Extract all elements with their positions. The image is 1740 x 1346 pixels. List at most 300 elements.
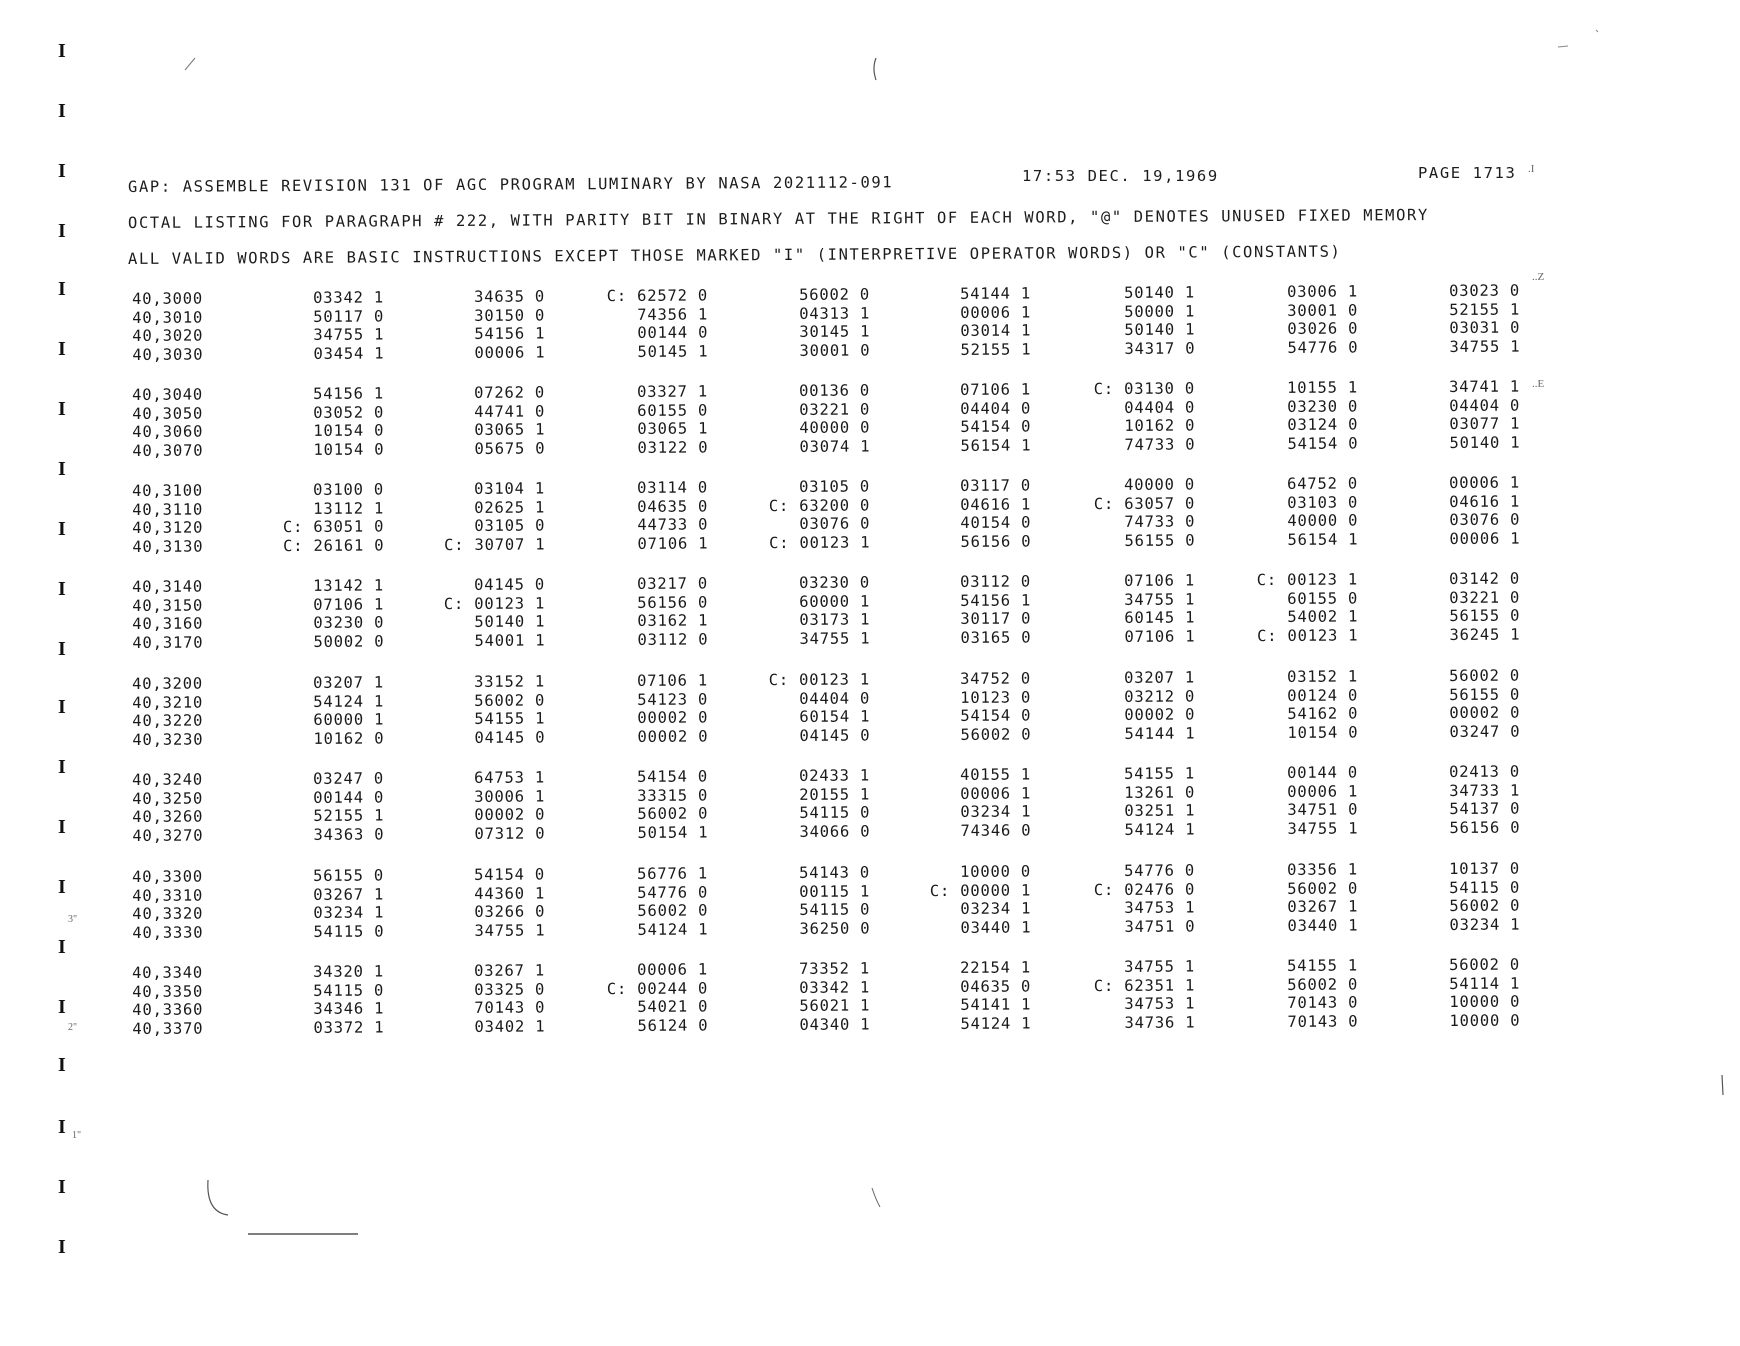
octal-word-cell: 54776 0 xyxy=(637,882,709,902)
sprocket-hole-mark: I xyxy=(58,936,66,958)
octal-word-cell: 00002 0 xyxy=(1124,705,1196,724)
octal-word-cell: C: 02476 0 xyxy=(1093,879,1196,899)
octal-word-cell: 34635 0 xyxy=(474,287,546,306)
octal-word-cell: 54123 0 xyxy=(637,689,709,709)
octal-word-cell: 33152 1 xyxy=(474,672,546,691)
octal-word-cell: 00006 1 xyxy=(960,302,1032,322)
octal-word-cell: 00006 1 xyxy=(637,960,709,979)
listing-block xyxy=(0,472,1740,557)
octal-word-cell: 02625 1 xyxy=(474,497,546,517)
octal-word-cell: 70143 0 xyxy=(1287,1011,1359,1031)
octal-word-cell: 10137 0 xyxy=(1449,859,1521,878)
octal-word-cell: 56002 0 xyxy=(637,804,709,823)
octal-word-cell: 34741 1 xyxy=(1449,377,1521,396)
octal-word-cell: 54154 0 xyxy=(960,417,1032,436)
octal-word-cell: 30001 0 xyxy=(799,340,871,360)
octal-word-cell: 56156 0 xyxy=(1449,818,1521,837)
sprocket-hole-mark: I xyxy=(58,518,66,540)
octal-word-cell: 44360 1 xyxy=(474,883,546,903)
octal-word-cell: 44733 0 xyxy=(637,515,709,534)
octal-word-cell: 03173 1 xyxy=(799,610,871,629)
octal-word-cell: 30150 0 xyxy=(474,305,546,325)
octal-word-cell: 54137 0 xyxy=(1449,799,1521,818)
octal-word-cell: C: 62572 0 xyxy=(606,286,709,306)
octal-word-cell: 50140 1 xyxy=(1124,283,1196,302)
octal-word-cell: 54002 1 xyxy=(1287,607,1359,626)
address-cell: 40,3340 xyxy=(131,963,204,982)
octal-word-cell: 54154 0 xyxy=(960,706,1032,725)
address-cell: 40,3300 xyxy=(131,867,204,886)
octal-word-cell: 03327 1 xyxy=(637,382,709,401)
octal-word-cell: 60145 1 xyxy=(1124,608,1196,627)
header-octal-listing-line: OCTAL LISTING FOR PARAGRAPH # 222, WITH PARITY BIT IN BINARY AT THE RIGHT OF EACH WORD, "@" DENOTES UNUSED FIXED MEMORY xyxy=(127,206,1429,232)
octal-word-cell: 03124 0 xyxy=(1287,415,1359,434)
address-cell: 40,3250 xyxy=(132,789,204,808)
octal-word-cell: 00002 0 xyxy=(474,805,546,824)
sprocket-hole-mark: I xyxy=(58,756,66,778)
octal-word-cell: 34320 1 xyxy=(313,962,385,981)
right-margin-mark: .I xyxy=(1528,163,1535,175)
listing-block xyxy=(0,376,1740,461)
octal-word-cell: 03266 0 xyxy=(474,902,546,921)
left-margin-mark: 3" xyxy=(68,914,78,925)
address-cell: 40,3320 xyxy=(132,904,204,923)
octal-word-cell: 40000 0 xyxy=(1287,511,1359,530)
octal-word-cell: 03267 1 xyxy=(1287,897,1359,916)
listing-block xyxy=(0,954,1740,1039)
octal-word-cell: 00144 0 xyxy=(637,323,709,342)
octal-word-cell: 34733 1 xyxy=(1449,781,1521,800)
octal-word-cell: 04616 1 xyxy=(1449,492,1521,511)
octal-word-cell: 56021 1 xyxy=(799,996,871,1015)
octal-word-cell: 00006 1 xyxy=(1449,529,1521,548)
octal-word-cell: 34755 1 xyxy=(799,628,871,648)
octal-word-cell: C: 26161 0 xyxy=(283,535,385,555)
octal-word-cell: 50145 1 xyxy=(637,341,709,361)
octal-word-cell: 03142 0 xyxy=(1449,569,1521,588)
address-cell: 40,3000 xyxy=(131,289,204,308)
octal-word-cell: 54124 1 xyxy=(960,1013,1032,1033)
octal-word-cell: 50117 0 xyxy=(313,306,385,326)
octal-word-cell: 34736 1 xyxy=(1124,1012,1196,1032)
octal-word-cell: 54143 0 xyxy=(799,863,871,882)
octal-word-cell: 30006 1 xyxy=(474,786,546,806)
octal-word-cell: 36245 1 xyxy=(1449,625,1521,644)
address-cell: 40,3040 xyxy=(131,385,204,404)
pencil-stroke xyxy=(208,1180,228,1215)
octal-word-cell: 34755 1 xyxy=(313,325,385,344)
listing-block xyxy=(0,280,1740,365)
octal-word-cell: 60000 1 xyxy=(799,591,871,611)
octal-word-cell: 04340 1 xyxy=(799,1014,871,1034)
address-cell: 40,3240 xyxy=(131,770,204,789)
octal-word-cell: 56155 0 xyxy=(1449,685,1521,704)
header-valid-words-line: ALL VALID WORDS ARE BASIC INSTRUCTIONS EXCEPT THOSE MARKED "I" (INTERPRETIVE OPERATOR WORDS) OR "C" (CONSTANTS) xyxy=(127,242,1342,268)
octal-word-cell: 03052 0 xyxy=(313,402,385,422)
octal-word-cell: 03440 1 xyxy=(960,917,1032,937)
octal-word-cell: 03234 1 xyxy=(1449,915,1521,934)
octal-word-cell: 74356 1 xyxy=(637,304,709,324)
octal-word-cell: 50140 1 xyxy=(1124,320,1196,339)
octal-word-cell: 34755 1 xyxy=(1124,589,1196,609)
octal-word-cell: 34755 1 xyxy=(1287,818,1359,838)
octal-word-cell: 07262 0 xyxy=(474,383,546,402)
octal-word-cell: 54776 0 xyxy=(1287,337,1359,357)
sprocket-hole-mark: I xyxy=(58,278,66,300)
octal-word-cell: 54115 0 xyxy=(799,803,871,822)
octal-word-cell: 03117 0 xyxy=(960,476,1032,495)
octal-word-cell: 04404 0 xyxy=(1124,397,1196,417)
sprocket-hole-mark: I xyxy=(58,40,66,62)
pencil-stroke xyxy=(1558,30,1598,47)
octal-word-cell: 03103 0 xyxy=(1287,492,1359,512)
octal-word-cell: C: 63051 0 xyxy=(282,517,385,537)
octal-word-cell: 64753 1 xyxy=(474,768,546,787)
octal-word-cell: 74346 0 xyxy=(960,820,1032,840)
address-cell: 40,3350 xyxy=(132,982,204,1001)
octal-word-cell: 03454 1 xyxy=(313,343,385,363)
octal-word-cell: C: 00123 1 xyxy=(1256,625,1359,645)
octal-word-cell: 60155 0 xyxy=(637,400,709,420)
sprocket-hole-mark: I xyxy=(58,458,66,480)
octal-word-cell: 10155 1 xyxy=(1287,378,1359,397)
octal-word-cell: 54144 1 xyxy=(1124,723,1196,743)
octal-word-cell: 60154 1 xyxy=(799,707,871,726)
octal-word-cell: 03342 1 xyxy=(313,288,385,307)
octal-word-cell: 00002 0 xyxy=(1449,703,1521,722)
octal-word-cell: C: 00123 1 xyxy=(1256,570,1359,590)
octal-word-cell: 04145 0 xyxy=(474,727,546,747)
octal-word-cell: 03230 0 xyxy=(313,613,385,632)
octal-word-cell: 36250 0 xyxy=(799,918,871,938)
address-cell: 40,3210 xyxy=(132,693,204,712)
octal-word-cell: 03105 0 xyxy=(474,516,546,535)
left-margin-mark: 1" xyxy=(72,1130,82,1141)
octal-word-cell: 13261 0 xyxy=(1124,782,1196,802)
address-cell: 40,3310 xyxy=(132,886,204,905)
octal-word-cell: 03074 1 xyxy=(799,436,871,456)
octal-word-cell: 00002 0 xyxy=(637,708,709,727)
octal-word-cell: 56002 0 xyxy=(1287,878,1359,898)
octal-word-cell: 10154 0 xyxy=(313,439,385,459)
octal-word-cell: 02433 1 xyxy=(799,766,871,785)
octal-word-cell: 03402 1 xyxy=(474,1016,546,1036)
octal-word-cell: 64752 0 xyxy=(1287,474,1359,493)
octal-word-cell: 54154 0 xyxy=(474,865,546,884)
octal-word-cell: 56002 0 xyxy=(1449,955,1521,974)
octal-word-cell: 04635 0 xyxy=(637,496,709,516)
octal-word-cell: 03356 1 xyxy=(1287,860,1359,879)
octal-word-cell: 34317 0 xyxy=(1124,338,1196,358)
octal-word-cell: 07312 0 xyxy=(474,823,546,843)
octal-word-cell: 00006 1 xyxy=(1449,473,1521,492)
octal-word-cell: 34755 1 xyxy=(1449,337,1521,356)
octal-word-cell: 03440 1 xyxy=(1287,915,1359,935)
octal-word-cell: 20155 1 xyxy=(799,784,871,804)
octal-word-cell: 10000 0 xyxy=(1449,1011,1521,1030)
octal-word-cell: 03234 1 xyxy=(960,802,1032,821)
octal-word-cell: 60000 1 xyxy=(313,710,385,729)
address-cell: 40,3170 xyxy=(132,633,204,652)
octal-word-cell: 03165 0 xyxy=(960,627,1032,647)
octal-word-cell: 54156 1 xyxy=(313,384,385,403)
sprocket-hole-mark: I xyxy=(58,696,66,718)
octal-word-cell: 56002 0 xyxy=(474,690,546,710)
address-cell: 40,3060 xyxy=(132,422,204,441)
octal-word-cell: 56154 1 xyxy=(1287,529,1359,549)
octal-word-cell: 34753 1 xyxy=(1124,994,1196,1013)
octal-word-cell: 74733 0 xyxy=(1124,512,1196,531)
octal-word-cell: 30117 0 xyxy=(960,609,1032,628)
octal-word-cell: 03122 0 xyxy=(637,437,709,457)
octal-word-cell: 54115 0 xyxy=(313,921,385,941)
octal-word-cell: 50000 1 xyxy=(1124,301,1196,321)
octal-word-cell: 56154 1 xyxy=(960,435,1032,455)
octal-word-cell: 03100 0 xyxy=(313,480,385,499)
pencil-stroke xyxy=(185,58,195,70)
octal-word-cell: 03221 0 xyxy=(1449,588,1521,607)
octal-word-cell: 34751 0 xyxy=(1287,800,1359,819)
address-cell: 40,3200 xyxy=(131,674,204,693)
sprocket-hole-mark: I xyxy=(58,816,66,838)
octal-word-cell: 54114 1 xyxy=(1449,974,1521,993)
octal-word-cell: 56002 0 xyxy=(960,724,1032,744)
sprocket-hole-mark: I xyxy=(58,876,66,898)
octal-word-cell: 07106 1 xyxy=(313,594,385,614)
octal-word-cell: 54141 1 xyxy=(960,995,1032,1014)
listing-block xyxy=(0,568,1740,653)
octal-word-cell: 54154 0 xyxy=(1287,433,1359,453)
octal-word-cell: 04404 0 xyxy=(960,398,1032,418)
octal-word-cell: 54156 1 xyxy=(474,324,546,343)
octal-word-cell: 03162 1 xyxy=(637,611,709,630)
octal-word-cell: 03207 1 xyxy=(313,673,385,692)
octal-word-cell: C: 00123 1 xyxy=(768,532,871,552)
octal-word-cell: 40000 0 xyxy=(799,418,871,437)
octal-word-cell: 44741 0 xyxy=(474,401,546,421)
octal-word-cell: 52155 1 xyxy=(313,806,385,825)
listing-block xyxy=(0,858,1740,943)
octal-word-cell: 70143 0 xyxy=(1287,993,1359,1012)
left-margin-mark: 2" xyxy=(68,1022,78,1033)
octal-word-cell: 03212 0 xyxy=(1124,686,1196,706)
octal-word-cell: 70143 0 xyxy=(474,998,546,1017)
sprocket-hole-mark: I xyxy=(58,1236,66,1258)
octal-word-cell: 34346 1 xyxy=(313,999,385,1018)
octal-word-cell: 03065 1 xyxy=(637,419,709,438)
sprocket-hole-mark: I xyxy=(58,398,66,420)
header-timestamp: 17:53 DEC. 19,1969 xyxy=(1022,167,1219,185)
octal-word-cell: 73352 1 xyxy=(799,959,871,978)
octal-word-cell: 50140 1 xyxy=(1449,433,1521,452)
octal-word-cell: 03105 0 xyxy=(799,477,871,496)
octal-word-cell: 34363 0 xyxy=(313,824,385,844)
octal-word-cell: 03023 0 xyxy=(1449,281,1521,300)
listing-block xyxy=(0,761,1740,846)
octal-word-cell: 07106 1 xyxy=(1124,571,1196,590)
octal-word-cell: 30001 0 xyxy=(1287,300,1359,320)
octal-word-cell: 07106 1 xyxy=(637,671,709,690)
octal-word-cell: 03026 0 xyxy=(1287,319,1359,338)
octal-word-cell: 03325 0 xyxy=(474,979,546,999)
octal-word-cell: 10000 0 xyxy=(960,862,1032,881)
octal-word-cell: 56002 0 xyxy=(1449,666,1521,685)
octal-word-cell: 03247 0 xyxy=(1449,722,1521,741)
octal-word-cell: 03221 0 xyxy=(799,399,871,419)
octal-word-cell: 56155 0 xyxy=(313,866,385,885)
address-cell: 40,3220 xyxy=(132,711,204,730)
octal-word-cell: 34066 0 xyxy=(799,821,871,841)
octal-word-cell: 00124 0 xyxy=(1287,685,1359,705)
octal-word-cell: 13142 1 xyxy=(313,576,385,595)
octal-word-cell: 52155 1 xyxy=(1449,300,1521,319)
header-page-number: PAGE 1713 xyxy=(1418,164,1517,182)
right-margin-mark: ..Z xyxy=(1532,271,1545,283)
octal-word-cell: 56156 0 xyxy=(637,592,709,612)
octal-word-cell: 04404 0 xyxy=(1449,396,1521,415)
octal-word-cell: 03076 0 xyxy=(799,514,871,533)
octal-word-cell: 60155 0 xyxy=(1287,588,1359,608)
octal-word-cell: 03031 0 xyxy=(1449,318,1521,337)
octal-word-cell: 00006 1 xyxy=(474,342,546,362)
octal-word-cell: 56156 0 xyxy=(960,531,1032,551)
octal-word-cell: 03114 0 xyxy=(637,478,709,497)
octal-word-cell: 04145 0 xyxy=(799,725,871,745)
address-cell: 40,3160 xyxy=(132,614,204,633)
octal-word-cell: 40000 0 xyxy=(1124,475,1196,494)
octal-word-cell: 56002 0 xyxy=(1449,896,1521,915)
octal-word-cell: C: 63200 0 xyxy=(768,495,871,515)
octal-word-cell: C: 62351 1 xyxy=(1093,975,1196,995)
octal-word-cell: 03251 1 xyxy=(1124,801,1196,820)
octal-word-cell: C: 30707 1 xyxy=(444,534,546,554)
address-cell: 40,3120 xyxy=(132,518,204,537)
octal-word-cell: C: 03130 0 xyxy=(1093,379,1196,399)
octal-word-cell: 54115 0 xyxy=(313,980,385,1000)
octal-word-cell: 03006 1 xyxy=(1287,282,1359,301)
octal-word-cell: 00006 1 xyxy=(960,783,1032,803)
address-cell: 40,3150 xyxy=(132,596,204,615)
octal-word-cell: 34752 0 xyxy=(960,669,1032,688)
octal-word-cell: 10123 0 xyxy=(960,687,1032,707)
octal-word-cell: 34751 0 xyxy=(1124,916,1196,936)
octal-word-cell: 10154 0 xyxy=(313,421,385,440)
sprocket-hole-mark: I xyxy=(58,220,66,242)
octal-word-cell: 50154 1 xyxy=(637,822,709,842)
right-margin-mark: ..E xyxy=(1532,378,1545,390)
octal-word-cell: 54156 1 xyxy=(960,590,1032,610)
octal-word-cell: 04404 0 xyxy=(799,688,871,708)
octal-word-cell: 74733 0 xyxy=(1124,434,1196,454)
octal-word-cell: 00144 0 xyxy=(1287,763,1359,782)
octal-word-cell: 05675 0 xyxy=(474,438,546,458)
address-cell: 40,3110 xyxy=(132,500,204,519)
octal-word-cell: 54124 1 xyxy=(313,691,385,711)
sprocket-hole-mark: I xyxy=(58,996,66,1018)
octal-word-cell: 00006 1 xyxy=(1287,781,1359,801)
octal-word-cell: C: 00123 1 xyxy=(768,670,871,690)
octal-word-cell: 54154 0 xyxy=(637,767,709,786)
octal-word-cell: 13112 1 xyxy=(313,498,385,518)
octal-word-cell: 03267 1 xyxy=(313,884,385,904)
octal-word-cell: 54001 1 xyxy=(474,630,546,650)
octal-word-cell: 03112 0 xyxy=(960,572,1032,591)
octal-word-cell: 03152 1 xyxy=(1287,667,1359,686)
octal-word-cell: 34753 1 xyxy=(1124,898,1196,917)
address-cell: 40,3100 xyxy=(131,481,204,500)
octal-word-cell: 54144 1 xyxy=(960,284,1032,303)
octal-word-cell: 54124 1 xyxy=(637,919,709,939)
octal-word-cell: 54162 0 xyxy=(1287,704,1359,723)
octal-word-cell: 54021 0 xyxy=(637,997,709,1016)
octal-word-cell: 50002 0 xyxy=(313,631,385,651)
octal-word-cell: 56155 0 xyxy=(1449,606,1521,625)
octal-word-cell: 54155 1 xyxy=(474,709,546,728)
sprocket-hole-mark: I xyxy=(58,100,66,122)
octal-word-cell: 04313 1 xyxy=(799,303,871,323)
octal-word-cell: 54115 0 xyxy=(799,900,871,919)
octal-word-cell: 22154 1 xyxy=(960,958,1032,977)
octal-word-cell: 03076 0 xyxy=(1449,510,1521,529)
address-cell: 40,3030 xyxy=(132,345,204,364)
octal-word-cell: 56124 0 xyxy=(637,1015,709,1035)
octal-word-cell: 33315 0 xyxy=(637,785,709,805)
address-cell: 40,3010 xyxy=(132,308,204,327)
octal-word-cell: 03014 1 xyxy=(960,321,1032,340)
octal-word-cell: 00136 0 xyxy=(799,381,871,400)
sprocket-hole-mark: I xyxy=(58,638,66,660)
octal-word-cell: C: 00123 1 xyxy=(443,593,546,613)
pencil-stroke xyxy=(872,1188,880,1207)
octal-word-cell: 03230 0 xyxy=(1287,396,1359,416)
octal-word-cell: 03267 1 xyxy=(474,961,546,980)
octal-word-cell: 40155 1 xyxy=(960,765,1032,784)
octal-word-cell: 34755 1 xyxy=(474,920,546,940)
listing-block xyxy=(0,665,1740,750)
octal-word-cell: 00144 0 xyxy=(313,787,385,807)
sprocket-hole-mark: I xyxy=(58,1176,66,1198)
octal-word-cell: 03112 0 xyxy=(637,629,709,649)
octal-word-cell: 03077 1 xyxy=(1449,414,1521,433)
sprocket-hole-mark: I xyxy=(58,1054,66,1076)
sprocket-hole-mark: I xyxy=(58,338,66,360)
address-cell: 40,3270 xyxy=(132,826,204,845)
octal-word-cell: 54124 1 xyxy=(1124,819,1196,839)
octal-word-cell: 04635 0 xyxy=(960,976,1032,996)
octal-word-cell: 00115 1 xyxy=(799,881,871,901)
octal-word-cell: 54776 0 xyxy=(1124,861,1196,880)
octal-word-cell: 04145 0 xyxy=(474,575,546,594)
octal-word-cell: 03207 1 xyxy=(1124,668,1196,687)
octal-word-cell: 56776 1 xyxy=(637,864,709,883)
octal-word-cell: 54155 1 xyxy=(1124,764,1196,783)
octal-word-cell: 50140 1 xyxy=(474,612,546,631)
octal-word-cell: 30145 1 xyxy=(799,322,871,341)
octal-word-cell: 07106 1 xyxy=(960,380,1032,399)
address-cell: 40,3370 xyxy=(132,1019,204,1038)
octal-word-cell: 03234 1 xyxy=(313,903,385,922)
octal-word-cell: 07106 1 xyxy=(1124,626,1196,646)
octal-word-cell: 02413 0 xyxy=(1449,762,1521,781)
pencil-stroke xyxy=(1722,1075,1723,1095)
octal-word-cell: 56002 0 xyxy=(1287,974,1359,994)
octal-word-cell: C: 00244 0 xyxy=(606,978,709,998)
octal-word-cell: 52155 1 xyxy=(960,339,1032,359)
octal-word-cell: 03217 0 xyxy=(637,574,709,593)
octal-word-cell: 07106 1 xyxy=(637,533,709,553)
address-cell: 40,3140 xyxy=(131,577,204,596)
octal-word-cell: 54155 1 xyxy=(1287,956,1359,975)
